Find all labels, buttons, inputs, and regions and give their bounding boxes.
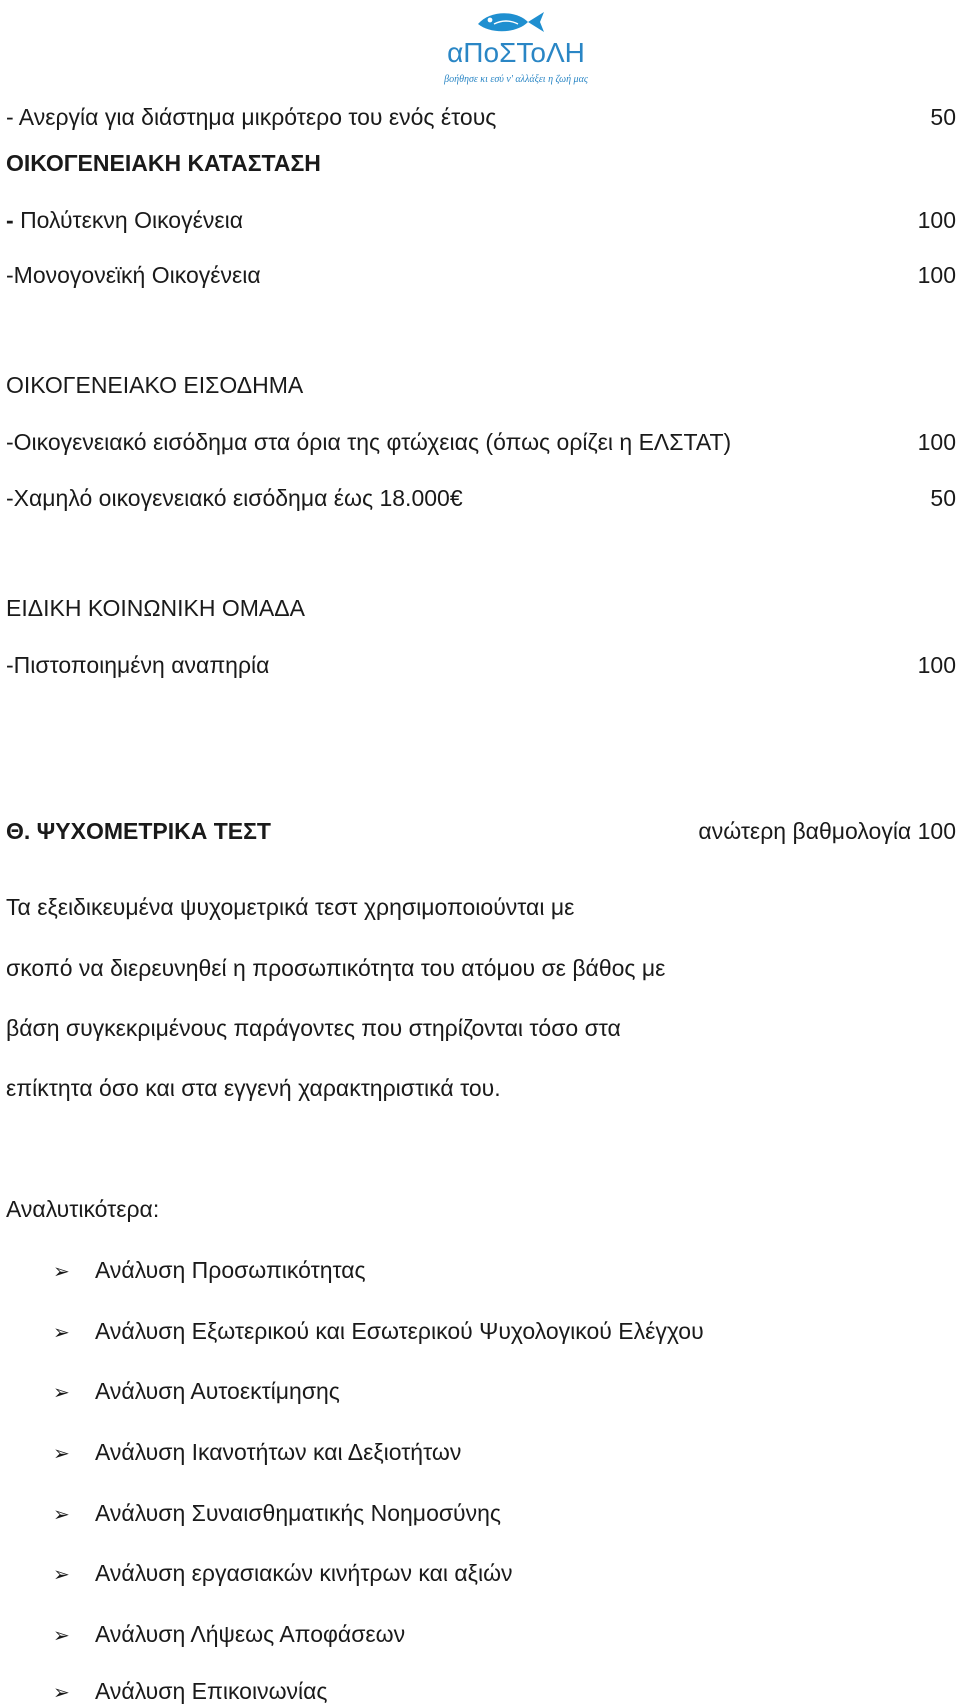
arrow-bullet-icon: ➢ [53,1382,70,1404]
logo-graphic [418,0,614,92]
psychometric-heading: Θ. ΨΥΧΟΜΕΤΡΙΚΑ ΤΕΣΤ [6,818,271,844]
arrow-bullet-icon: ➢ [53,1443,70,1465]
social-group-heading: ΕΙΔΙΚΗ ΚΟΙΝΩΝΙΚΗ ΟΜΑΔΑ [6,595,305,621]
arrow-bullet-icon: ➢ [53,1682,70,1704]
row-label: - Ανεργία για διάστημα μικρότερο του ενός έτους [6,104,497,130]
row-score: 100 [917,429,956,455]
fish-icon [478,12,544,32]
row-score: 50 [930,485,956,511]
logo-brand-text: αΠοΣΤοΛΗ [447,37,585,68]
list-item-text: Ανάλυση Συναισθηματικής Νοημοσύνης [95,1500,502,1526]
list-item [53,1619,405,1651]
row-label [6,205,243,235]
family-income-heading: ΟΙΚΟΓΕΝΕΙΑΚΟ ΕΙΣΟΔΗΜΑ [6,372,304,398]
row-label: -Χαμηλό οικογενειακό εισόδημα έως 18.000€ [6,485,463,511]
list-item-text: Ανάλυση Εξωτερικού και Εσωτερικού Ψυχολογικού Ελέγχου [95,1318,704,1344]
arrow-bullet-icon: ➢ [53,1322,70,1344]
paragraph-line: Τα εξειδικευμένα ψυχομετρικά τεστ χρησιμοποιούνται με [6,894,575,920]
list-item [53,1558,513,1590]
list-item [53,1437,461,1469]
paragraph-line: επίκτητα όσο και στα εγγενή χαρακτηριστικά του. [6,1075,501,1101]
list-item [53,1676,328,1708]
arrow-bullet-icon: ➢ [53,1504,70,1526]
list-item [53,1376,340,1408]
list-item [53,1316,704,1348]
row-label: -Μονογονεϊκή Οικογένεια [6,262,261,288]
arrow-bullet-icon: ➢ [53,1564,70,1586]
row-score: 100 [917,262,956,288]
row-dash: - [6,207,21,233]
list-item-text: Ανάλυση Επικοινωνίας [95,1678,328,1704]
row-label-text: Πολύτεκνη Οικογένεια [20,207,243,233]
max-score-label: ανώτερη βαθμολογία 100 [698,818,956,844]
arrow-bullet-icon: ➢ [53,1625,70,1647]
paragraph-line: σκοπό να διερευνηθεί η προσωπικότητα του ατόμου σε βάθος με [6,955,666,981]
row-score: 50 [930,104,956,130]
arrow-bullet-icon: ➢ [53,1261,70,1283]
list-item-text: Ανάλυση Ικανοτήτων και Δεξιοτήτων [95,1439,462,1465]
list-item-text: Ανάλυση εργασιακών κινήτρων και αξιών [95,1560,513,1586]
row-score: 100 [917,207,956,233]
details-heading: Αναλυτικότερα: [6,1196,160,1222]
row-label: -Πιστοποιημένη αναπηρία [6,652,270,678]
logo-tagline: βοήθησε κι εσύ ν' αλλάξει η ζωή μας [444,74,588,85]
logo [418,0,614,92]
paragraph-line: βάση συγκεκριμένους παράγοντες που στηρίζονται τόσο στα [6,1015,621,1041]
row-score: 100 [917,652,956,678]
list-item-text: Ανάλυση Προσωπικότητας [95,1257,366,1283]
family-status-heading: ΟΙΚΟΓΕΝΕΙΑΚΗ ΚΑΤΑΣΤΑΣΗ [6,150,321,176]
row-label: -Οικογενειακό εισόδημα στα όρια της φτώχειας (όπως ορίζει η ΕΛΣΤΑΤ) [6,429,732,455]
list-item [53,1498,501,1530]
list-item [53,1255,366,1287]
list-item-text: Ανάλυση Λήψεως Αποφάσεων [95,1621,406,1647]
list-item-text: Ανάλυση Αυτοεκτίμησης [95,1378,340,1404]
